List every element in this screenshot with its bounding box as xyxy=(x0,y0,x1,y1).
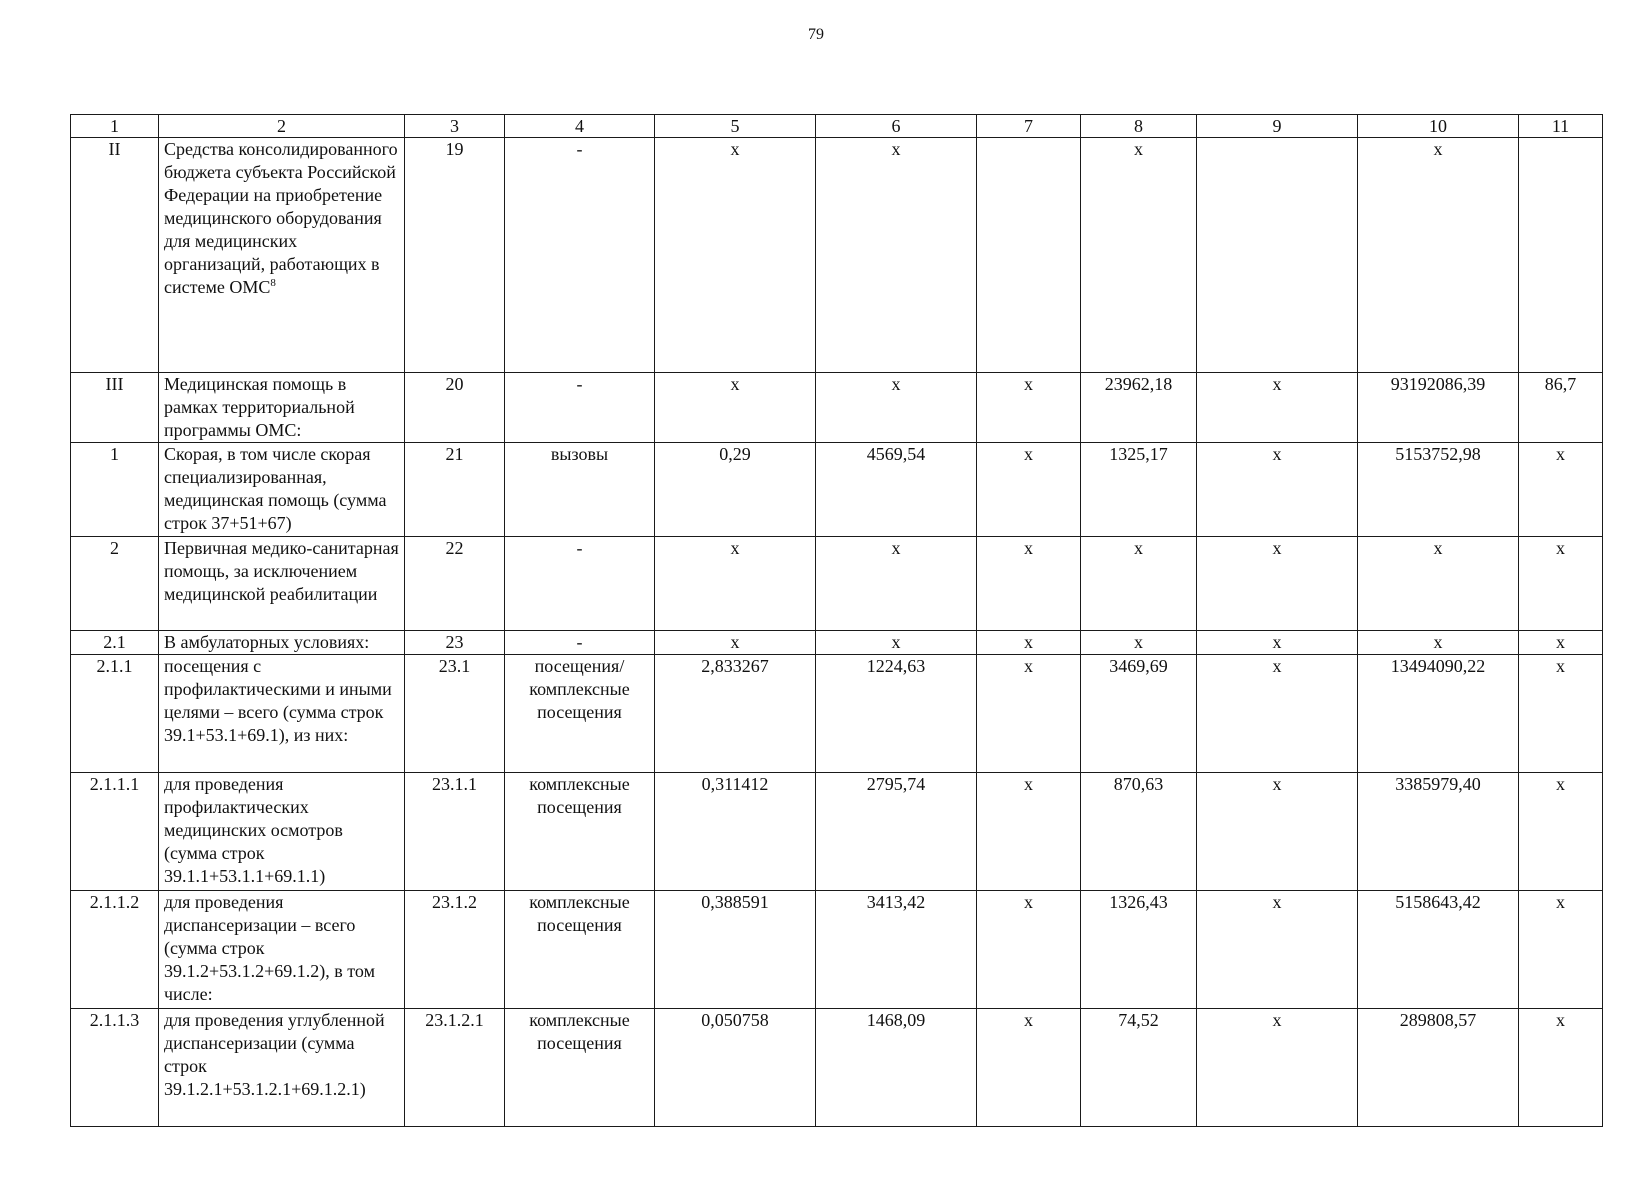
unit: посещения/ комплексные посещения xyxy=(505,655,655,773)
cell-col11: х xyxy=(1519,773,1603,891)
cell-col10: 5158643,42 xyxy=(1358,891,1519,1009)
table-row xyxy=(71,138,1603,373)
cell-col11: х xyxy=(1519,443,1603,537)
header-row xyxy=(71,115,1603,138)
cell-col9: х xyxy=(1197,443,1358,537)
unit: вызовы xyxy=(505,443,655,537)
cell-col10: х xyxy=(1358,138,1519,373)
cell-col8: 74,52 xyxy=(1081,1009,1197,1127)
table-row xyxy=(71,631,1603,655)
cell-col11 xyxy=(1519,138,1603,373)
unit: - xyxy=(505,138,655,373)
cell-col6: 1468,09 xyxy=(816,1009,977,1127)
cell-col8: 1326,43 xyxy=(1081,891,1197,1009)
cell-col7: х xyxy=(977,537,1081,631)
cell-col10: х xyxy=(1358,631,1519,655)
cell-col7: х xyxy=(977,655,1081,773)
cell-col9: х xyxy=(1197,537,1358,631)
cell-col6: 2795,74 xyxy=(816,773,977,891)
cell-col6: х xyxy=(816,631,977,655)
cell-col6: 4569,54 xyxy=(816,443,977,537)
unit: - xyxy=(505,537,655,631)
cell-col9: х xyxy=(1197,891,1358,1009)
row-name: Первичная медико-санитарная помощь, за исключением медицинской реабилитации xyxy=(159,537,405,631)
cell-col8: х xyxy=(1081,138,1197,373)
unit: комплексные посещения xyxy=(505,773,655,891)
header-cell: 2 xyxy=(159,115,405,138)
table-row xyxy=(71,373,1603,443)
cell-col8: 1325,17 xyxy=(1081,443,1197,537)
header-cell: 6 xyxy=(816,115,977,138)
cell-col5: х xyxy=(655,138,816,373)
cell-col8: х xyxy=(1081,537,1197,631)
cell-col7: х xyxy=(977,891,1081,1009)
line-number: 23 xyxy=(405,631,505,655)
row-number: III xyxy=(71,373,159,443)
row-number: 2.1.1 xyxy=(71,655,159,773)
cell-col9 xyxy=(1197,138,1358,373)
table-row xyxy=(71,537,1603,631)
cell-col8: х xyxy=(1081,631,1197,655)
cell-col11: х xyxy=(1519,537,1603,631)
cell-col11: х xyxy=(1519,891,1603,1009)
table-row xyxy=(71,891,1603,1009)
cell-col6: х xyxy=(816,138,977,373)
row-name-text: Средства консолидированного бюджета субъекта Российской Федерации на приобретение медицинского оборудования для медицинских организаций, работающих в системе ОМС xyxy=(164,139,398,297)
page-number: 79 xyxy=(808,26,824,43)
row-name: для проведения диспансеризации – всего (сумма строк 39.1.2+53.1.2+69.1.2), в том числе: xyxy=(159,891,405,1009)
row-name xyxy=(159,138,405,373)
header-cell: 8 xyxy=(1081,115,1197,138)
cell-col10: 3385979,40 xyxy=(1358,773,1519,891)
row-name: для проведения углубленной диспансеризации (сумма строк 39.1.2.1+53.1.2.1+69.1.2.1) xyxy=(159,1009,405,1127)
header-cell: 7 xyxy=(977,115,1081,138)
line-number: 20 xyxy=(405,373,505,443)
cell-col6: 1224,63 xyxy=(816,655,977,773)
cell-col7 xyxy=(977,138,1081,373)
line-number: 22 xyxy=(405,537,505,631)
cell-col9: х xyxy=(1197,631,1358,655)
table-row xyxy=(71,1009,1603,1127)
cell-col9: х xyxy=(1197,373,1358,443)
cell-col9: х xyxy=(1197,773,1358,891)
cell-col7: х xyxy=(977,1009,1081,1127)
header-cell: 5 xyxy=(655,115,816,138)
cell-col10: 5153752,98 xyxy=(1358,443,1519,537)
cell-col11: х xyxy=(1519,655,1603,773)
row-name: посещения с профилактическими и иными целями – всего (сумма строк 39.1+53.1+69.1), из них: xyxy=(159,655,405,773)
cell-col7: х xyxy=(977,373,1081,443)
row-number: 2.1.1.1 xyxy=(71,773,159,891)
cell-col5: х xyxy=(655,373,816,443)
unit: - xyxy=(505,631,655,655)
cell-col5: 0,311412 xyxy=(655,773,816,891)
row-name: Скорая, в том числе скорая специализированная, медицинская помощь (сумма строк 37+51+67) xyxy=(159,443,405,537)
row-number: 1 xyxy=(71,443,159,537)
cell-col6: 3413,42 xyxy=(816,891,977,1009)
header-cell: 3 xyxy=(405,115,505,138)
cell-col10: 93192086,39 xyxy=(1358,373,1519,443)
cell-col11: х xyxy=(1519,631,1603,655)
table-row xyxy=(71,443,1603,537)
row-number: 2 xyxy=(71,537,159,631)
line-number: 21 xyxy=(405,443,505,537)
cell-col9: х xyxy=(1197,655,1358,773)
row-name: Медицинская помощь в рамках территориальной программы ОМС: xyxy=(159,373,405,443)
line-number: 19 xyxy=(405,138,505,373)
unit: комплексные посещения xyxy=(505,1009,655,1127)
header-cell: 10 xyxy=(1358,115,1519,138)
cell-col7: х xyxy=(977,443,1081,537)
row-name: В амбулаторных условиях: xyxy=(159,631,405,655)
header-cell: 4 xyxy=(505,115,655,138)
cell-col8: 870,63 xyxy=(1081,773,1197,891)
table-row xyxy=(71,655,1603,773)
line-number: 23.1.2.1 xyxy=(405,1009,505,1127)
table-row xyxy=(71,773,1603,891)
cell-col9: х xyxy=(1197,1009,1358,1127)
header-cell: 1 xyxy=(71,115,159,138)
cell-col6: х xyxy=(816,537,977,631)
cell-col5: х xyxy=(655,631,816,655)
cell-col5: 0,29 xyxy=(655,443,816,537)
cell-col8: 23962,18 xyxy=(1081,373,1197,443)
cell-col6: х xyxy=(816,373,977,443)
header-cell: 9 xyxy=(1197,115,1358,138)
cell-col8: 3469,69 xyxy=(1081,655,1197,773)
row-number: 2.1.1.2 xyxy=(71,891,159,1009)
unit: комплексные посещения xyxy=(505,891,655,1009)
cell-col5: 2,833267 xyxy=(655,655,816,773)
cell-col5: х xyxy=(655,537,816,631)
cell-col10: 289808,57 xyxy=(1358,1009,1519,1127)
cell-col10: 13494090,22 xyxy=(1358,655,1519,773)
row-number: 2.1 xyxy=(71,631,159,655)
cell-col11: х xyxy=(1519,1009,1603,1127)
cell-col11: 86,7 xyxy=(1519,373,1603,443)
cell-col7: х xyxy=(977,773,1081,891)
row-number: 2.1.1.3 xyxy=(71,1009,159,1127)
row-number: II xyxy=(71,138,159,373)
header-cell: 11 xyxy=(1519,115,1603,138)
footnote-mark: 8 xyxy=(270,277,276,289)
cell-col5: 0,388591 xyxy=(655,891,816,1009)
line-number: 23.1.2 xyxy=(405,891,505,1009)
cell-col5: 0,050758 xyxy=(655,1009,816,1127)
data-table xyxy=(70,114,1603,1127)
line-number: 23.1 xyxy=(405,655,505,773)
cell-col7: х xyxy=(977,631,1081,655)
unit: - xyxy=(505,373,655,443)
line-number: 23.1.1 xyxy=(405,773,505,891)
cell-col10: х xyxy=(1358,537,1519,631)
row-name: для проведения профилактических медицинских осмотров (сумма строк 39.1.1+53.1.1+69.1.1) xyxy=(159,773,405,891)
